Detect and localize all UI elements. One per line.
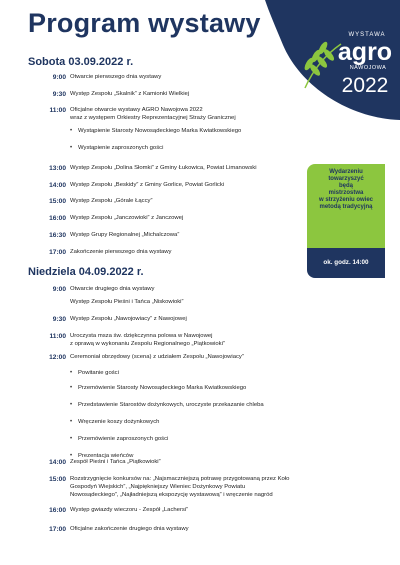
sheep-shearing-note — [307, 164, 385, 278]
day2-heading: Niedziela 04.09.2022 r. — [28, 266, 144, 278]
event-time: 15:00 — [49, 198, 66, 205]
event-text: Otwarcie pierwszego dnia wystawy — [70, 74, 162, 80]
event-time: 12:00 — [49, 354, 66, 361]
note-line: mistrzostwa — [328, 190, 364, 197]
event-text: Oficjalne zakończenie drugiego dnia wystawy — [70, 526, 189, 532]
event-text: Występ Zespołu „Dolina Słomki” z Gminy Łukowica, Powiat Limanowski — [70, 165, 257, 171]
note-time: ok. godz. 14:00 — [307, 248, 385, 278]
logo-year: 2022 — [341, 74, 389, 97]
bullet-item: • Przemówienie Starosty Nowosądeckiego Marka Kwiatkowskiego — [78, 385, 246, 391]
event-text: Występ Zespołu „Górale Łąccy” — [70, 198, 153, 204]
event-text: Rozstrzygnięcie konkursów na: „Najsmaczniejszą potrawę przygotowaną przez Koło — [70, 476, 290, 482]
event-time: 9:30 — [52, 91, 66, 98]
event-text-line3: Nowosądeckiego”, „Najładniejszą ekspozycję wystawową” i wręczenie nagród — [70, 492, 273, 498]
note-line: towarzyszyć — [328, 176, 364, 183]
day1-heading: Sobota 03.09.2022 r. — [28, 56, 134, 68]
event-text: Oficjalne otwarcie wystawy AGRO Nawojowa 2022 — [70, 107, 203, 113]
logo-line2: NAWOJOWA — [349, 65, 387, 71]
bullet-item: • Powitanie gości — [78, 370, 119, 376]
note-line: w strzyżeniu owiec — [318, 197, 373, 204]
event-time: 16:30 — [49, 232, 66, 239]
event-text: Występ Zespołu „Skalnik” z Kamionki Wielkiej — [70, 91, 190, 97]
event-text: Zespół Pieśni i Tańca „Piątkowioki” — [70, 459, 161, 465]
event-text: Występ Zespołu „Janczowioki” z Janczowej — [70, 215, 184, 221]
bullet-item: • Wystąpienie Starosty Nowosądeckiego Marka Kwiatkowskiego — [78, 128, 241, 134]
page-title: Program wystawy — [28, 8, 261, 38]
event-text: Występ Grupy Regionalnej „Michalczowa” — [70, 232, 180, 238]
bullet-item: • Przedstawienie Starostów dożynkowych, uroczyste przekazanie chleba — [78, 402, 264, 408]
bullet-item: • Wystąpienie zaproszonych gości — [78, 145, 163, 151]
event-text-line2: z oprawą w wykonaniu Zespołu Regionalnego „Piątkowioki” — [70, 341, 225, 347]
event-time: 17:00 — [49, 249, 66, 256]
event-time: 15:00 — [49, 476, 66, 483]
bullet-item: • Prezentacja wieńców — [78, 453, 133, 459]
event-text: Otwarcie drugiego dnia wystawy — [70, 286, 155, 292]
event-time: 16:00 — [49, 215, 66, 222]
event-time: 16:00 — [49, 507, 66, 514]
event-text: Zakończenie pierwszego dnia wystawy — [70, 249, 172, 255]
event-text: Ceremoniał obrzędowy (scena) z udziałem Zespołu „Nawojowiacy” — [70, 354, 244, 360]
event-time: 14:00 — [49, 182, 66, 189]
event-text-line2: wraz z występem Orkiestry Reprezentacyjnej Straży Granicznej — [70, 115, 236, 121]
logo-line1: WYSTAWA — [348, 32, 386, 38]
event-time: 11:00 — [49, 333, 66, 340]
event-text-line2: Gospodyń Wiejskich”, „Najpiękniejszy Wieniec Dożynkowy Powiatu — [70, 484, 246, 490]
event-text: Występ Zespołu „Beskidy” z Gminy Gorlice, Powiat Gorlicki — [70, 182, 225, 188]
event-time: 17:00 — [49, 526, 66, 533]
logo-brand: agro — [337, 38, 393, 66]
note-line: Wydarzeniu — [329, 169, 363, 175]
event-time: 9:00 — [52, 286, 66, 293]
event-subtext: Występ Zespołu Pieśni i Tańca „Niskowioki” — [70, 299, 184, 305]
note-line: metodą tradycyjną — [319, 204, 373, 211]
event-text: Występ Zespołu „Nawojowiacy” z Nawojowej — [70, 316, 187, 322]
agro-logo-badge — [265, 0, 400, 120]
event-time: 9:00 — [52, 74, 66, 81]
bullet-item: • Przemówienie zaproszonych gości — [78, 436, 168, 442]
event-time: 9:30 — [52, 316, 66, 323]
bullet-item: • Wręczenie koszy dożynkowych — [78, 419, 159, 425]
event-time: 11:00 — [49, 107, 66, 114]
note-line: będą — [338, 183, 353, 190]
event-time: 13:00 — [49, 165, 66, 172]
event-text: Występ gwiazdy wieczoru - Zespół „Lachersi” — [70, 507, 189, 513]
event-text: Uroczysta msza św. dziękczynna polowa w Nawojowej — [70, 333, 213, 339]
event-time: 14:00 — [49, 459, 66, 466]
